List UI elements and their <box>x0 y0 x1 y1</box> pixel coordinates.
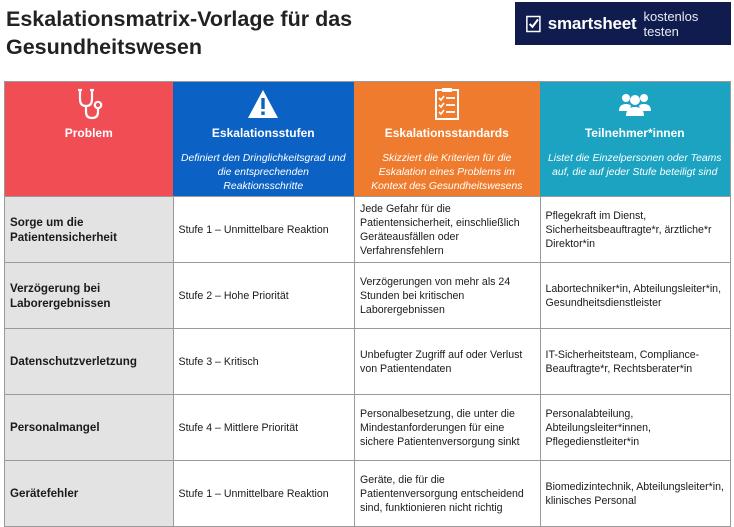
brand-cta: kostenlos testen <box>643 8 699 39</box>
problem-cell: Gerätefehler <box>5 461 173 526</box>
standard-cell: Verzögerungen von mehr als 24 Stunden bei kritischen Laborergebnissen <box>354 263 539 328</box>
header-description: Listet die Einzelpersonen oder Teams auf, die auf jeder Stufe beteiligt sind <box>548 153 722 178</box>
people-icon <box>617 91 653 117</box>
table-row <box>5 196 730 262</box>
level-cell: Stufe 2 – Hohe Priorität <box>173 263 355 328</box>
level-cell: Stufe 1 – Unmittelbare Reaktion <box>173 197 355 262</box>
problem-cell: Sorge um die Patientensicherheit <box>5 197 173 262</box>
checklist-icon <box>434 87 460 121</box>
brand-name: smartsheet <box>547 13 637 33</box>
smartsheet-trial-button[interactable] <box>515 2 731 45</box>
header-escalation-standards <box>354 82 539 196</box>
participants-cell: Labortechniker*in, Abteilungsleiter*in, Gesundheitsdienstleister <box>540 263 730 328</box>
header-label: Teilnehmer*innen <box>584 126 685 140</box>
table-row <box>5 460 730 526</box>
header-label: Eskalationsstandards <box>384 126 509 140</box>
header-description: Definiert den Dringlichkeitsgrad und die entsprechenden Reaktionsschritte <box>180 153 346 192</box>
escalation-matrix-table <box>4 81 731 527</box>
standard-cell: Unbefugter Zugriff auf oder Verlust von Patientendaten <box>354 329 539 394</box>
header-problem <box>5 82 173 196</box>
table-row <box>5 394 730 460</box>
level-cell: Stufe 3 – Kritisch <box>173 329 355 394</box>
participants-cell: Personalabteilung, Abteilungsleiter*innen, Pflegedienstleiter*in <box>540 395 730 460</box>
participants-cell: IT-Sicherheitsteam, Compliance-Beauftragte*r, Rechtsberater*in <box>540 329 730 394</box>
participants-cell: Pflegekraft im Dienst, Sicherheitsbeauftragte*r, ärztliche*r Direktor*in <box>540 197 730 262</box>
header-label: Problem <box>64 126 113 140</box>
header-participants <box>540 82 730 196</box>
standard-cell: Personalbesetzung, die unter die Mindestanforderungen für eine sichere Patientenversorgung sinkt <box>354 395 539 460</box>
stethoscope-icon <box>74 87 104 121</box>
table-row <box>5 328 730 394</box>
header-escalation-levels <box>173 82 355 196</box>
page-title: Eskalationsmatrix-Vorlage für das Gesundheitswesen <box>6 7 353 59</box>
participants-cell: Biomedizintechnik, Abteilungsleiter*in, klinisches Personal <box>540 461 730 526</box>
standard-cell: Jede Gefahr für die Patientensicherheit, einschließlich Geräteausfällen oder Verfahrensfehlern <box>354 197 539 262</box>
problem-cell: Datenschutzverletzung <box>5 329 173 394</box>
header-description: Skizziert die Kriterien für die Eskalation eines Problems im Kontext des Gesundheitswesens <box>371 153 523 192</box>
level-cell: Stufe 4 – Mittlere Priorität <box>173 395 355 460</box>
standard-cell: Geräte, die für die Patientenversorgung entscheidend sind, funktionieren nicht richtig <box>354 461 539 526</box>
table-row <box>5 262 730 328</box>
warning-icon <box>246 88 280 120</box>
problem-cell: Verzögerung bei Laborergebnissen <box>5 263 173 328</box>
header-label: Eskalationsstufen <box>211 126 315 140</box>
table-header <box>5 82 730 196</box>
problem-cell: Personalmangel <box>5 395 173 460</box>
level-cell: Stufe 1 – Unmittelbare Reaktion <box>173 461 355 526</box>
smartsheet-logo-icon <box>525 14 542 34</box>
